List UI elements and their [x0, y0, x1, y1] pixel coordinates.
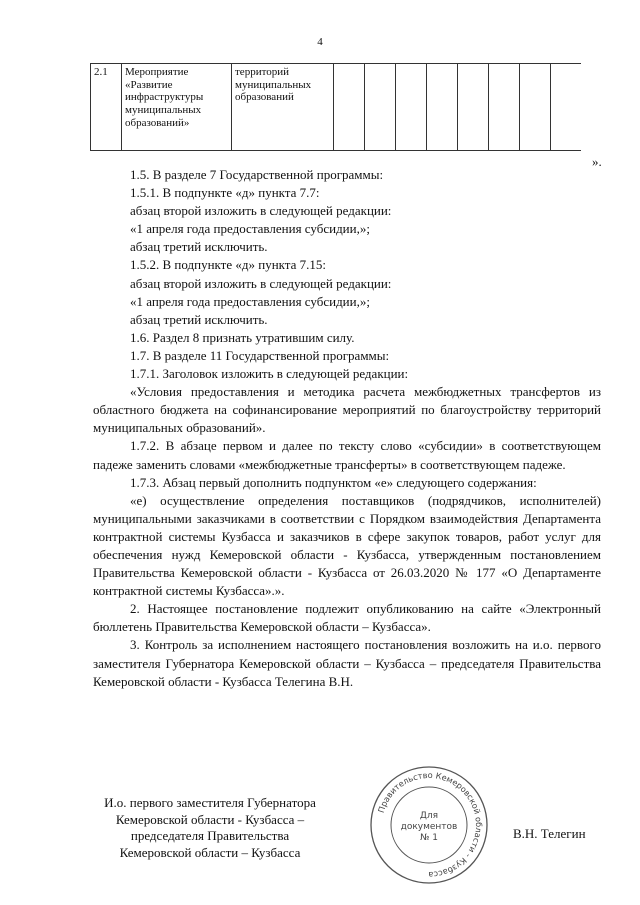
quote-close-mark: ». [592, 154, 602, 169]
paragraph: 2. Настоящее постановление подлежит опубликованию на сайте «Электронный бюллетень Правительства Кемеровской области – Кузбасса». [93, 601, 601, 635]
official-stamp [367, 763, 491, 887]
document-body [93, 166, 601, 691]
paragraph: абзац второй изложить в следующей редакции: [130, 203, 392, 219]
stamp-center-line: Для [419, 811, 439, 821]
signature-title-line: Кемеровской области – Кузбасса [119, 844, 301, 860]
paragraph: «е) осуществление определения поставщиков (подрядчиков, исполнителей) муниципальными заказчиками в соответствии с Порядком взаимодействия Департамента контрактной системы Кузбасса и заказчиков в сфере закупок товаров, работ услуг для обеспечения нужд Кемеровской области - Кузбасса, утвержденным постановлением Правительства Кемеровской области - Кузбасса от 26.03.2020 № 177 «О Департаменте контрактной системы Кузбасса».». [93, 492, 601, 599]
paragraph: 1.5.1. В подпункте «д» пункта 7.7: [130, 185, 320, 201]
signer-name: В.Н. Телегин [513, 826, 586, 841]
stamp-ring-text: Правительство Кемеровской области - Кузбасса [375, 769, 485, 881]
paragraph: 3. Контроль за исполнением настоящего постановления возложить на и.о. первого заместителя Губернатора Кемеровской области – Кузбасса – председателя Правительства Кемеровской области - Кузбасса Телегина В.Н. [93, 637, 601, 689]
empty-cell [334, 64, 365, 151]
stamp-center-line: документов [400, 822, 458, 832]
empty-cell [520, 64, 551, 151]
paragraph: «Условия предоставления и методика расчета межбюджетных трансфертов из областного бюджета на софинансирование мероприятий по благоустройству территорий муниципальных образований». [93, 384, 601, 436]
empty-cell [458, 64, 489, 151]
empty-cell [365, 64, 396, 151]
paragraph: абзац второй изложить в следующей редакции: [130, 275, 392, 291]
empty-cell [396, 64, 427, 151]
paragraph: 1.7.1. Заголовок изложить в следующей редакции: [130, 366, 409, 382]
event-name-cell: Мероприятие «Развитие инфраструктуры муниципальных образований» [122, 64, 232, 151]
empty-cell [489, 64, 520, 151]
signature-title-line: председателя Правительства [130, 828, 290, 843]
paragraph: 1.6. Раздел 8 признать утратившим силу. [130, 329, 355, 345]
signature-block [90, 795, 330, 861]
empty-cell [551, 64, 582, 151]
row-number-cell: 2.1 [91, 64, 122, 151]
signature-title-line: И.о. первого заместителя Губернатора [104, 795, 316, 810]
page-number: 4 [317, 36, 323, 48]
paragraph: «1 апреля года предоставления субсидии,»; [130, 221, 370, 237]
program-table [90, 63, 581, 151]
table-row [91, 64, 582, 151]
paragraph: 1.7.2. В абзаце первом и далее по тексту слово «субсидии» в соответствующем падеже заменить словами «межбюджетные трансферты» в соответствующем падеже. [93, 438, 601, 472]
stamp-center-line: № 1 [420, 833, 438, 843]
paragraph: абзац третий исключить. [130, 311, 268, 327]
empty-cell [427, 64, 458, 151]
executor-cell: территорий муниципальных образований [232, 64, 334, 151]
paragraph: абзац третий исключить. [130, 239, 268, 255]
paragraph: 1.5. В разделе 7 Государственной программы: [130, 167, 384, 182]
paragraph: 1.7.3. Абзац первый дополнить подпунктом «е» следующего содержания: [130, 474, 537, 490]
signature-title-line: Кемеровской области - Кузбасса – [115, 811, 305, 827]
paragraph: «1 апреля года предоставления субсидии,»; [130, 293, 370, 309]
paragraph: 1.5.2. В подпункте «д» пункта 7.15: [130, 257, 327, 273]
paragraph: 1.7. В разделе 11 Государственной программы: [130, 347, 390, 363]
